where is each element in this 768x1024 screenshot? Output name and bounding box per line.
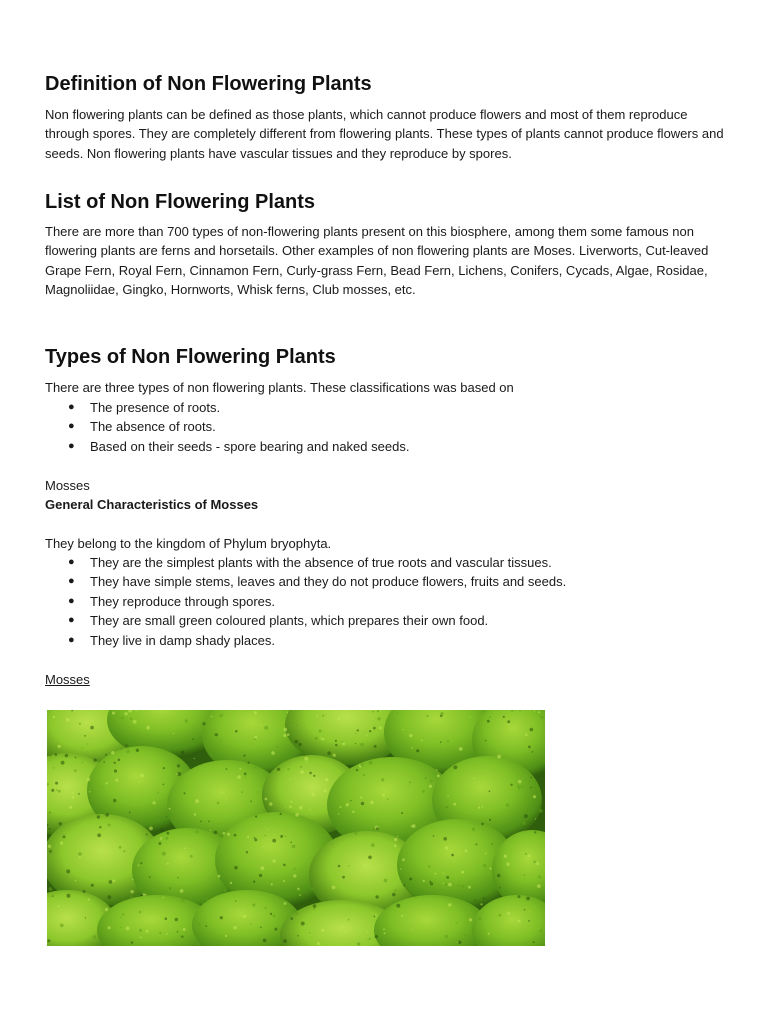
mosses-label: Mosses xyxy=(45,478,90,493)
moss-photo-icon xyxy=(47,710,545,946)
mosses-bullet-list xyxy=(45,553,566,650)
bullet-icon: ● xyxy=(68,401,75,413)
bullet-icon: ● xyxy=(68,439,75,452)
bullet-icon: ● xyxy=(68,420,75,433)
paragraph-list: There are more than 700 types of non-flowering plants present on this biosphere, among them some famous non flowering plants are ferns and horsetails. Other examples of non flowering plants are Moses. Liverworts, Cut-leaved Grape Fern, Royal Fern, Cinnamon Fern, Curly-grass Fern, Bead Fern, Lichens, Conifers, Cycads, Algae, Rosidae, Magnoliidae, Gingko, Hornworts, Whisk ferns, Club mosses, etc. xyxy=(45,224,709,298)
subheading-general-characteristics: General Characteristics of Mosses xyxy=(45,497,259,512)
bullet-icon: ● xyxy=(68,594,75,607)
list-item: ● They are small green coloured plants, which prepares their own food. xyxy=(45,611,566,630)
bullet-icon: ● xyxy=(68,556,75,568)
bullet-icon: ● xyxy=(68,633,75,646)
list-item: ● Based on their seeds - spore bearing and naked seeds. xyxy=(45,437,409,456)
paragraph-types-intro: There are three types of non flowering plants. These classifications was based on xyxy=(45,380,514,395)
list-item: ● They live in damp shady places. xyxy=(45,631,566,650)
mosses-image-caption[interactable]: Mosses xyxy=(45,672,90,687)
heading-list: List of Non Flowering Plants xyxy=(45,191,315,213)
paragraph-definition: Non flowering plants can be defined as those plants, which cannot produce flowers and most of them reproduce through spores. They are completely different from flowering plants. These types of plants cannot produce flowers and seeds. Non flowering plants have vascular tissues and they reproduce by spores. xyxy=(45,107,724,161)
heading-types: Types of Non Flowering Plants xyxy=(45,346,336,368)
types-bullet-list xyxy=(45,398,409,456)
bullet-icon: ● xyxy=(68,575,75,588)
list-item: ● They have simple stems, leaves and they do not produce flowers, fruits and seeds. xyxy=(45,572,566,591)
heading-definition: Definition of Non Flowering Plants xyxy=(45,73,372,95)
list-item: ● The absence of roots. xyxy=(45,417,409,436)
paragraph-kingdom: They belong to the kingdom of Phylum bryophyta. xyxy=(45,536,332,551)
bullet-icon: ● xyxy=(68,614,75,627)
list-item: ● They are the simplest plants with the absence of true roots and vascular tissues. xyxy=(45,553,566,572)
list-item: ● They reproduce through spores. xyxy=(45,592,566,611)
list-item: ● The presence of roots. xyxy=(45,398,409,417)
